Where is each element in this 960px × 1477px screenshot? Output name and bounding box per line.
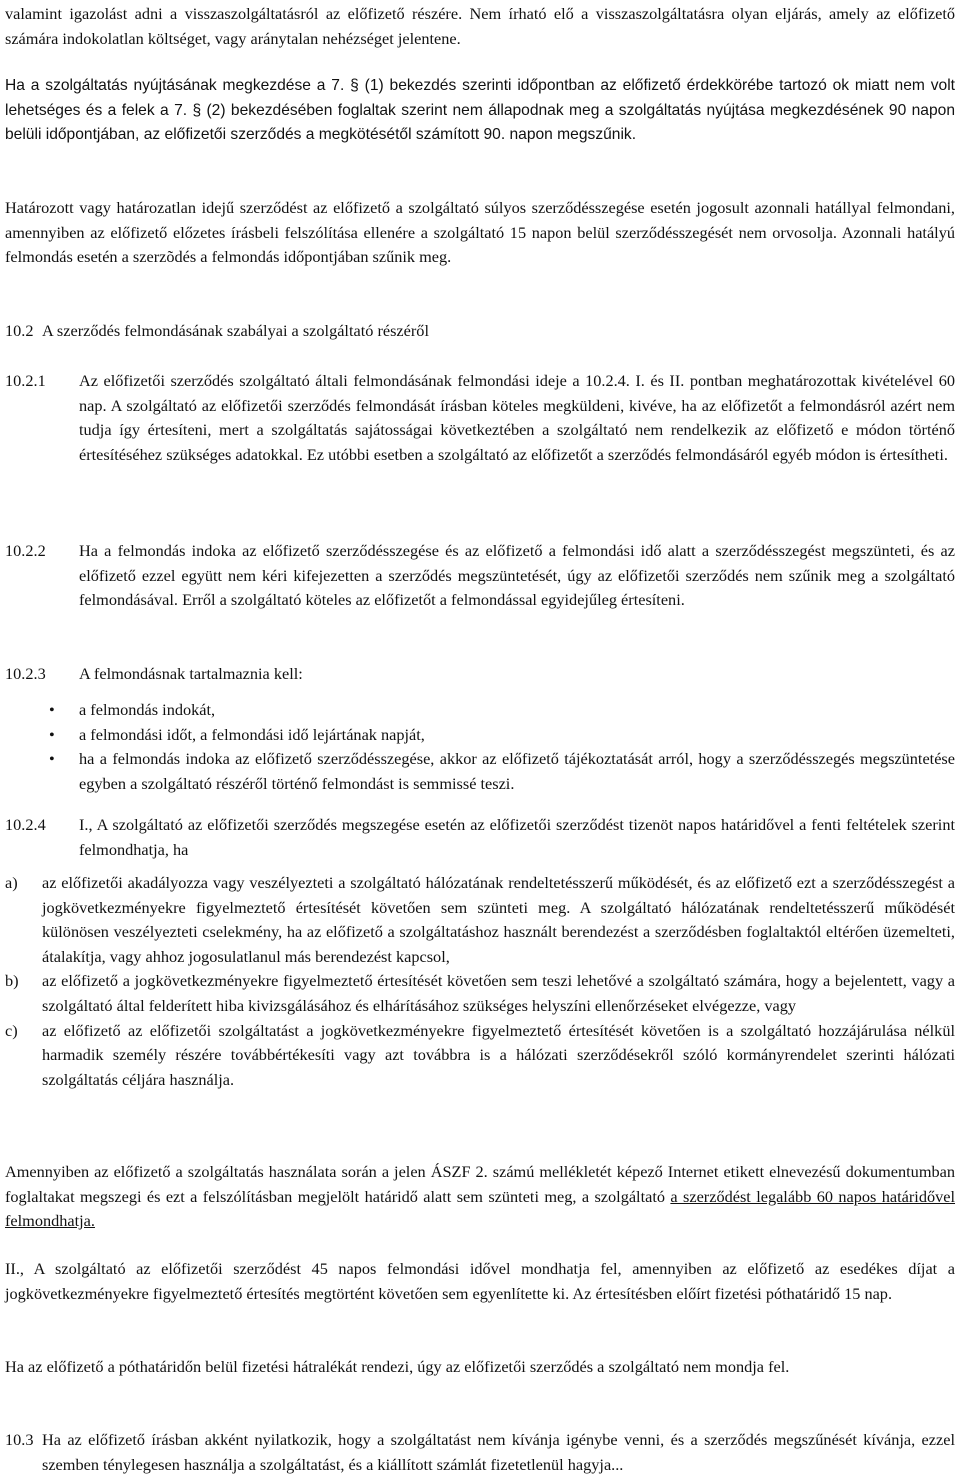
section-number: 10.2.2: [5, 541, 46, 560]
section-number: 10.2.3: [5, 664, 46, 683]
list-item: [5, 969, 955, 1018]
section-text: Az előfizetői szerződés szolgáltató általi felmondásának felmondási ideje a 10.2.4. I. és II. pontban meghatározottak kivételével 60 nap. A szolgáltató az előfizetői szerződés felmondását írásban köteles megküldeni, kivéve, ha az előfizetőt a felmondásról azért nem tudja így értesíteni, mert a szolgáltatás sajátosságai következtében a szolgáltató nem rendelkezik az előfizető e módon történő értesítéséhez szükséges adatokkal. Ez utóbbi esetben a szolgáltató az előfizetőt a szerződés felmondásáról egyéb módon is értesítheti.: [79, 371, 955, 464]
list-item-text: a felmondás indokát,: [79, 700, 216, 719]
list-item-letter: c): [5, 1020, 18, 1040]
list-item-text: az előfizető a jogkövetkezményekre figyelmeztető értesítését követően sem teszi lehetővé a szolgáltató számára, hogy a bejelentett, vagy a szolgáltató által felderített hiba kivizsgálásához és elhárításához szükséges helyszíni ellenőrzéseket elvégezze, vagy: [42, 971, 955, 1015]
underlined-clause: a szerződést legalább 60 napos határidővel felmondhatja.: [5, 1186, 956, 1231]
section-number: 10.2.4: [5, 815, 46, 834]
paragraph-immediate-termination: Határozott vagy határozatlan idejű szerződést az előfizető a szolgáltató súlyos szerződésszegése esetén jogosult azonnali hatállyal felmondani, amennyiben az előfizető előzetes írásbeli felszólítása ellenére a szolgáltató 15 napon belül szerződésszegését nem orvosolja. Azonnali hatályú felmondás esetén a szerzõdés a felmondás időpontjában szűnik meg.: [5, 198, 955, 267]
list-item-text: az előfizetői akadályozza vagy veszélyezteti a szolgáltató hálózatának rendeltetésszerű működését, és az előfizető ezt a szerződésszegést a jogkövetkezményekre figyelmeztető értesítését követően sem szünteti meg. A szolgáltató hálózatának rendeltetésszerű működését különösen veszélyezteti cselekmény, ha az előfizető a szolgáltatáshoz használt berendezést a szerződésben foglaltaktól eltérően üzemelteti, átalakítja, vagy ahhoz jogosulatlanul más berendezést kapcsol,: [42, 873, 955, 966]
section-number: 10.2: [5, 321, 34, 340]
paragraph-45-day-notice: II., A szolgáltató az előfizetői szerződést 45 napos felmondási idővel mondhatja fel, amennyiben az előfizető az esedékes díjat a jogkövetkezményekre figyelmeztető értesítés megtörtént követően sem egyenlítette ki. Az értesítésben előírt fizetési póthatáridő 15 nap.: [5, 1259, 955, 1303]
paragraph-text: Amennyiben az előfizető a szolgáltatás használata során a jelen ÁSZF 2. számú mellékletét képező Internet etikett elnevezésű dokumentumban foglaltakat megszegi és ezt a felszólításban megjelölt határidő alatt sem szünteti meg, a szolgáltató: [5, 1162, 955, 1206]
termination-conditions-list: [5, 871, 955, 1092]
section-10-2-4: [5, 813, 955, 862]
section-number: 10.3: [5, 1430, 34, 1449]
list-item: [49, 698, 955, 723]
list-item-letter: b): [5, 971, 19, 991]
section-text: A felmondásnak tartalmaznia kell:: [79, 664, 303, 683]
section-text: I., A szolgáltató az előfizetői szerződés megszegése esetén az előfizetői szerződést tizenöt napos határidővel a fenti feltételek szerint felmondhatja, ha: [79, 815, 955, 859]
paragraph-service-start: Ha a szolgáltatás nyújtásának megkezdése a 7. § (1) bekezdés szerinti időpontban az előfizető érdekkörébe tartozó ok miatt nem volt lehetséges és a felek a 7. § (2) bekezdésében foglaltak szerint nem állapodnak meg a szolgáltatás nyújtása megkezdésének 90 napon belüli időpontjában, az előfizetői szerződés a megkötésétől számított 90. napon megszűnik.: [5, 77, 955, 144]
list-item: [49, 723, 955, 748]
paragraph-grace-payment: Ha az előfizető a póthatáridőn belül fizetési hátralékát rendezi, úgy az előfizetői szerződés a szolgáltató nem mondja fel.: [5, 1357, 790, 1376]
section-10-2-2: [5, 539, 955, 613]
list-item: [49, 747, 955, 796]
section-10-2-1: [5, 369, 955, 467]
section-text: Ha az előfizető írásban akként nyilatkozik, hogy a szolgáltatást nem kívánja igénybe venni, és a szerződés megszűnését kívánja, ezzel szemben ténylegesen használja a szolgáltatást, és a kiállított számlát fizetetlenül hagyja...: [42, 1430, 955, 1474]
list-item: [5, 1019, 955, 1093]
bullet-icon: •: [49, 724, 55, 744]
list-item-letter: a): [5, 873, 18, 892]
bullet-icon: •: [49, 749, 55, 769]
section-title: A szerződés felmondásának szabályai a szolgáltató részéről: [42, 321, 429, 340]
paragraph-internet-etiquette: [5, 1160, 955, 1234]
list-item-text: az előfizető az előfizetői szolgáltatást a jogkövetkezményekre figyelmeztető értesítését követően is a szolgáltató hozzájárulása nélkül harmadik személy részére továbbértékesíti vagy azt továbbra is a hálózati szerződésekről szóló kormányrendelet szerinti hálózati szolgáltatás céljára használja.: [42, 1020, 955, 1089]
section-number: 10.2.1: [5, 371, 46, 390]
paragraph-restitution: valamint igazolást adni a visszaszolgáltatásról az előfizető részére. Nem írható elő a visszaszolgáltatásra olyan eljárás, amely az előfizető számára indokolatlan költséget, vagy aránytalan nehézséget jelentene.: [5, 4, 955, 48]
bullet-icon: •: [49, 700, 55, 719]
list-item: [5, 871, 955, 969]
requirements-list: [5, 698, 955, 796]
list-item-text: ha a felmondás indoka az előfizető szerződésszegése, akkor az előfizető tájékoztatását arról, hogy a szerződésszegés megszüntetése egyben a szolgáltató részéről történő felmondást is semmissé teszi.: [79, 749, 955, 793]
section-10-3: [5, 1428, 955, 1477]
section-10-2-3: [5, 662, 955, 687]
section-text: Ha a felmondás indoka az előfizető szerződésszegése és az előfizető a felmondási idő alatt a szerződésszegést megszünteti, és az előfizető ezzel együtt nem kéri kifejezetten a szerződés megszüntetését, úgy az előfizetői szerződés nem szűnik meg a szolgáltató felmondásával. Erről a szolgáltató köteles az előfizetőt a felmondással egyidejűleg értesíteni.: [79, 541, 955, 610]
list-item-text: a felmondási időt, a felmondási idő lejártának napját,: [79, 724, 425, 744]
section-10-2-heading: [5, 319, 955, 344]
